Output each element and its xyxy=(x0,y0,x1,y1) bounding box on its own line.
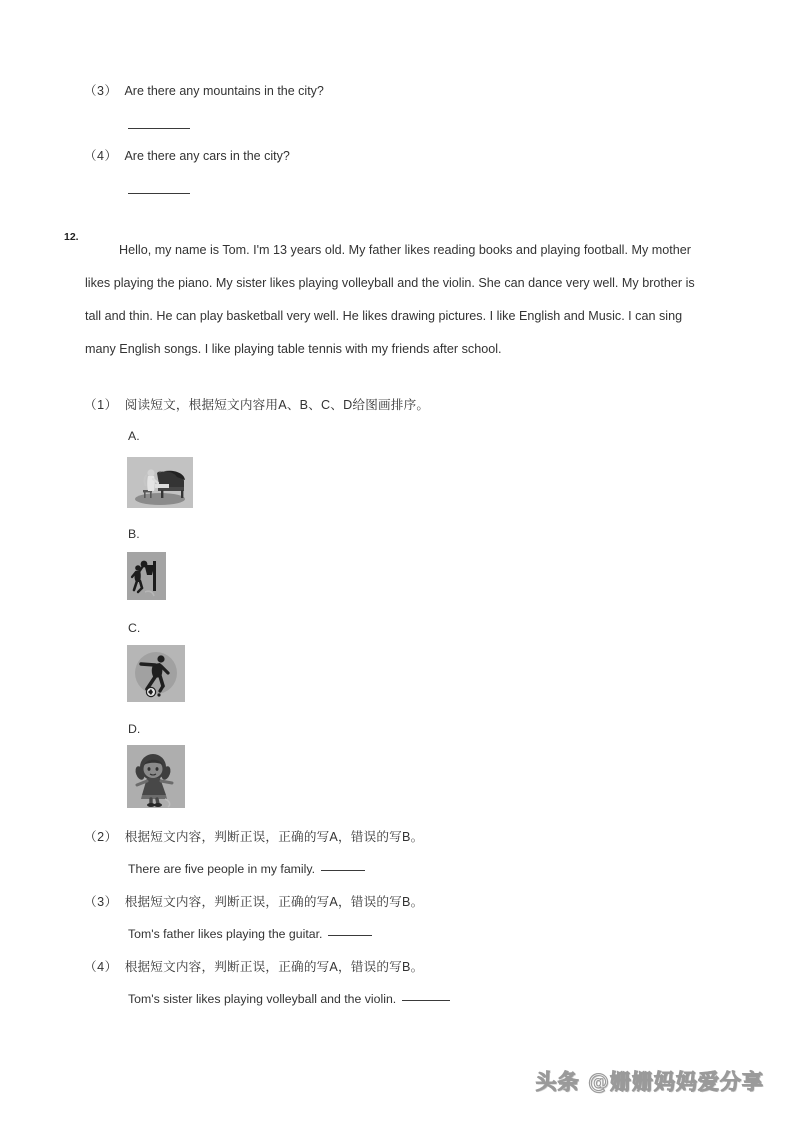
sub-question-3-prompt: 根据短文内容，判断正误，正确的写A，错误的写B。 xyxy=(124,895,424,909)
option-a-letter: A. xyxy=(128,429,140,443)
question-3-answer-rule[interactable] xyxy=(128,128,190,129)
item-12-passage: Hello, my name is Tom. I'm 13 years old. My father likes reading books and playing football. My mother likes playing the piano. My sister likes playing volleyball and the violin. She can dance very well. My brother is tall and thin. He can play basketball very well. He likes drawing pictures. I like English and Music. I can sing many English songs. I like playing table tennis with my friends after school. xyxy=(85,243,695,356)
sub-question-1 xyxy=(84,397,429,414)
sub-question-3-statement: Tom's father likes playing the guitar. xyxy=(128,927,323,941)
watermark: 头条 @姗姗妈妈爱分享 xyxy=(535,1070,764,1094)
basketball-player-icon xyxy=(127,552,166,600)
option-b-letter: B. xyxy=(128,527,140,541)
sub-question-3-answer-blank[interactable] xyxy=(328,935,372,936)
question-4-text: Are there any cars in the city? xyxy=(124,149,290,163)
question-3-text: Are there any mountains in the city? xyxy=(124,84,324,98)
item-12-number: 12. xyxy=(64,231,79,243)
question-4-line xyxy=(84,148,290,164)
sub-question-4-statement: Tom's sister likes playing volleyball and the violin. xyxy=(128,992,397,1006)
question-3-line xyxy=(84,83,324,99)
sub-question-2-number: （2） xyxy=(84,830,118,844)
sub-question-4-answer-blank[interactable] xyxy=(402,1000,450,1001)
sub-question-4-number: （4） xyxy=(84,960,118,974)
sub-question-1-prompt: 阅读短文，根据短文内容用A、B、C、D给图画排序。 xyxy=(124,398,430,412)
sub-question-2-statement: There are five people in my family. xyxy=(128,862,316,876)
sub-question-4-statement-row xyxy=(128,992,450,1006)
option-d-letter: D. xyxy=(128,722,141,736)
sub-question-4-prompt: 根据短文内容，判断正误，正确的写A，错误的写B。 xyxy=(124,960,424,974)
question-3-number: （3） xyxy=(84,84,118,98)
sub-question-1-number: （1） xyxy=(84,398,118,412)
sub-question-2-statement-row xyxy=(128,862,365,876)
option-c-letter: C. xyxy=(128,621,141,635)
sub-question-2-prompt: 根据短文内容，判断正误，正确的写A，错误的写B。 xyxy=(124,830,424,844)
question-4-answer-rule[interactable] xyxy=(128,193,190,194)
sub-question-3 xyxy=(84,894,423,911)
sub-question-3-statement-row xyxy=(128,927,372,941)
sub-question-4 xyxy=(84,959,423,976)
piano-photo-icon xyxy=(127,457,193,508)
sub-question-2-answer-blank[interactable] xyxy=(321,870,365,871)
football-player-icon xyxy=(127,645,185,702)
sub-question-2 xyxy=(84,829,423,846)
sub-question-3-number: （3） xyxy=(84,895,118,909)
dancing-girl-icon xyxy=(127,745,185,808)
question-4-number: （4） xyxy=(84,149,118,163)
